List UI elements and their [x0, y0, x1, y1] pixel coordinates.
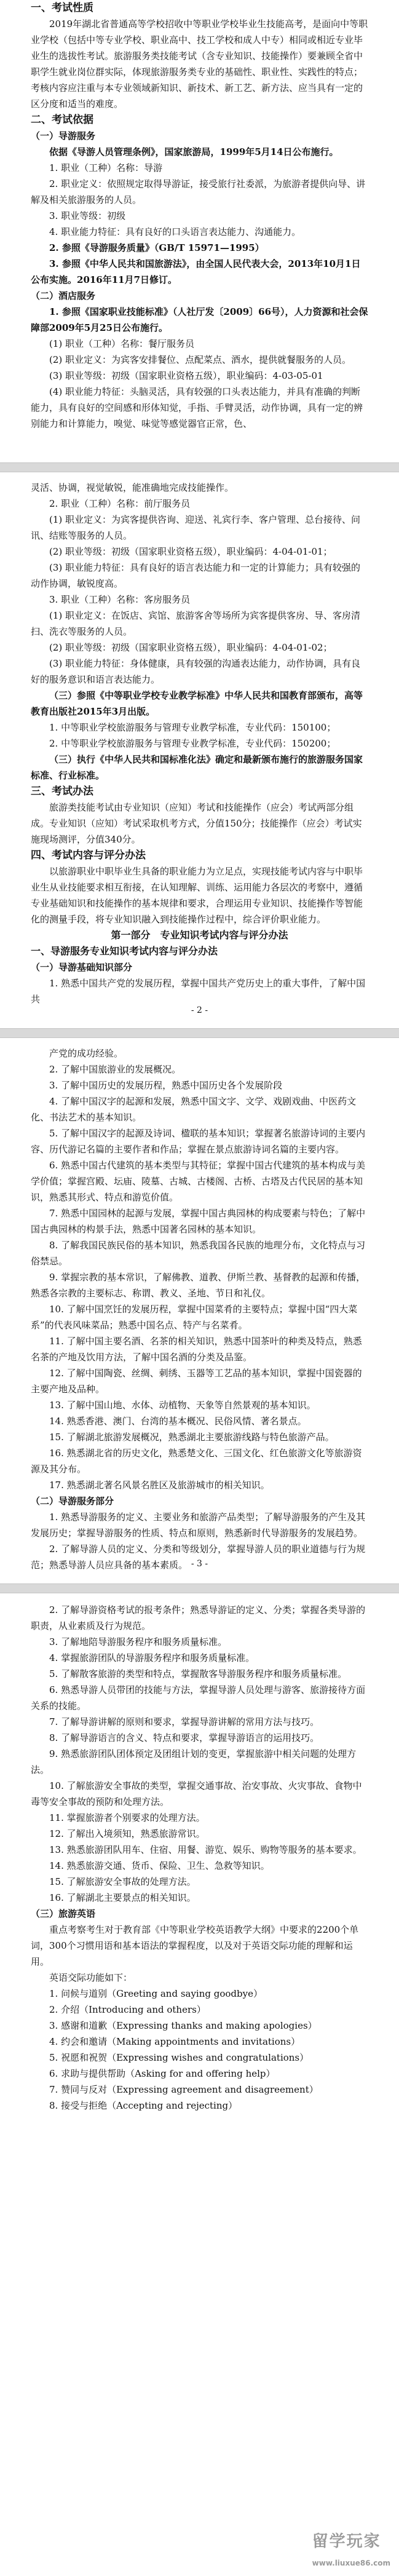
- page-separator: [0, 1028, 399, 1038]
- list-item: 16. 熟悉湖北省的历史文化，熟悉楚文化、三国文化、红色旅游文化等旅游资源及其分布。: [31, 1448, 362, 1475]
- paragraph: 1. 参照《国家职业技能标准》（人社厅发〔2009〕66号），人力资源和社会保障部2009年5月25日公布施行。: [31, 306, 368, 333]
- paragraph: 1. 中等职业学校旅游服务与管理专业教学标准，专业代码：150100；: [49, 722, 336, 733]
- subsection-title: （三）参照《中等职业学校专业教学标准》中华人民共和国教育部颁布，高等教育出版社2015年3月出版。: [31, 690, 363, 717]
- list-item: 7. 熟悉中国园林的起源与发展，掌握中国古典园林的构成要素与特色；了解中国古典园林的构景手法，熟悉中国著名园林的基本知识。: [31, 1208, 366, 1235]
- list-item: 13. 了解中国山地、水体、动植物、天象等自然景观的基本知识。: [49, 1400, 316, 1411]
- subsection-title: （一）导游服务: [31, 130, 96, 141]
- list-item: 1. 问候与道别（Greeting and saying goodbye）: [49, 1988, 263, 1999]
- document-page-1: [0, 0, 399, 432]
- paragraph: 2. 中等职业学校旅游服务与管理专业教学标准，专业代码：150200；: [49, 738, 336, 749]
- subsection-title: （二）酒店服务: [31, 290, 96, 301]
- list-item: 17. 熟悉湖北著名风景名胜区及旅游城市的相关知识。: [49, 1480, 270, 1491]
- document-page-2: [0, 480, 399, 1007]
- list-item: 8. 了解导游语言的含义、特点和要求，掌握导游语言的运用技巧。: [49, 1732, 320, 1743]
- list-item: 3. 了解中国历史的发展历程，熟悉中国历史各个发展阶段: [49, 1080, 283, 1091]
- list-item: 4. 了解中国汉字的起源和发展，熟悉中国文字、文学、戏剧戏曲、中医药文化、书法艺术的基本知识。: [31, 1096, 357, 1123]
- content-list: [31, 1986, 368, 2114]
- paragraph: (2) 职业定义：为宾客安排餐位、点配菜点、酒水，提供就餐服务的人员。: [49, 354, 352, 365]
- section-title-exam-method: 三、考试办法: [31, 785, 93, 798]
- subsection-title: （三）执行《中华人民共和国标准化法》确定和最新颁布施行的旅游服务国家标准、行业标准。: [31, 754, 363, 781]
- paragraph: 旅游类技能考试由专业知识（应知）考试和技能操作（应会）考试两部分组成。专业知识（应知）考试采取机考方式，分值150分；技能操作（应会）考试实施现场测评，分值340分。: [31, 802, 362, 845]
- document-page-3: [0, 1045, 399, 1573]
- paragraph: 2. 职业（工种）名称：前厅服务员: [49, 498, 191, 509]
- paragraph: 以旅游职业中职毕业生具备的职业能力为立足点，实现技能考试内容与中职毕业生从业技能要求相互衔接，在认知理解、训练、运用能力各层次的考察中，遵循专业基础知识和技能操作的基本规律和要求，合理运用专业知识、技能操作等智能化的测量手段，将专业知识融入到技能操作过程中，综合评价职业能力。: [31, 866, 363, 925]
- paragraph: 英语交际功能如下：: [49, 1972, 133, 1983]
- paragraph: (3) 职业等级：初级（国家职业资格五级），职业编码：4-03-05-01: [49, 370, 323, 381]
- paragraph: (1) 职业定义：为宾客提供咨询、迎送、礼宾行李、客户管理、总台接待、问讯、结账等服务的人员。: [31, 514, 361, 541]
- list-item: 5. 了解散客旅游的类型和特点，掌握散客导游服务程序和服务质量标准。: [49, 1668, 347, 1679]
- paragraph: (1) 职业（工种）名称：餐厅服务员: [49, 338, 195, 349]
- content-list: [31, 1045, 368, 1493]
- section-title-exam-basis: 二、考试依据: [31, 114, 93, 126]
- part-title: 第一部分 专业知识考试内容与评分办法: [111, 929, 288, 941]
- list-item: 15. 了解湖北旅游发展概况，熟悉湖北主要旅游线路与特色旅游产品。: [49, 1432, 334, 1443]
- paragraph: 3. 职业（工种）名称：客房服务员: [49, 594, 191, 605]
- list-item: 14. 熟悉香港、澳门、台湾的基本概况、民俗风情、著名景点。: [49, 1416, 307, 1427]
- list-item: 8. 了解我国民族民俗的基本知识，熟悉我国各民族的地理分布，文化特点与习俗禁忌。: [31, 1240, 366, 1267]
- page-number: - 2 -: [191, 1005, 208, 1015]
- list-item: 3. 感谢和道歉（Expressing thanks and making apologies）: [49, 2020, 317, 2031]
- paragraph: 4. 职业能力特征：具有良好的口头语言表达能力、沟通能力。: [49, 226, 301, 237]
- list-item: 6. 求助与提供帮助（Asking for and offering help）: [49, 2068, 275, 2079]
- page-separator: [0, 462, 399, 472]
- section-title-guide-knowledge: 一、导游服务专业知识考试内容与评分办法: [31, 945, 218, 957]
- list-item: 11. 了解中国主要名酒、名茶的相关知识，熟悉中国茶叶的种类及特点，熟悉名茶的产地及饮用方法，了解中国名酒的分类及品鉴。: [31, 1336, 362, 1363]
- list-item: 8. 接受与拒绝（Accepting and rejecting）: [49, 2100, 238, 2111]
- list-item: 2. 了解导游人员的定义、分类和等级划分，掌握导游人员的职业道德与行为规范；熟悉导游人员应具备的基本素质。: [31, 1544, 366, 1571]
- document-page-4: [0, 1602, 399, 2114]
- list-item: 15. 了解旅游安全事故的处理方法。: [49, 1876, 196, 1887]
- paragraph: (4) 职业能力特征：头脑灵活，具有较强的口头表达能力，并具有准确的判断能力，具有良好的空间感和形体知觉，手指、手臂灵活，动作协调，具有一定的辨别能力和计算能力，嗅觉、味觉等感觉器官正常，色、: [31, 386, 363, 429]
- list-item: 5. 祝愿和祝贺（Expressing wishes and congratulations）: [49, 2052, 309, 2063]
- subsection-title: （三）旅游英语: [31, 1908, 96, 1919]
- list-item: 13. 熟悉旅游团队用车、住宿、用餐、游览、娱乐、购物等服务的基本要求。: [49, 1844, 362, 1855]
- paragraph: 依据《导游人员管理条例》，国家旅游局，1999年5月14日公布施行。: [49, 146, 339, 157]
- section-title-content-scoring: 四、考试内容与评分办法: [31, 849, 146, 862]
- paragraph: (2) 职业等级：初级（国家职业资格五级），职业编码：4-04-01-02；: [49, 642, 333, 653]
- list-item: 3. 了解地陪导游服务程序和服务质量标准。: [49, 1636, 227, 1647]
- list-item: 7. 赞同与反对（Expressing agreement and disagreement）: [49, 2084, 318, 2095]
- page-number: - 3 -: [191, 1559, 208, 1569]
- list-item: 16. 了解湖北主要景点的相关知识。: [49, 1892, 196, 1903]
- paragraph: (3) 职业能力特征：具有良好的语言表达能力和一定的计算能力；具有较强的动作协调，敏锐度高。: [31, 562, 361, 589]
- list-item: 1. 熟悉导游服务的定义、主要业务和旅游产品类型；了解导游服务的产生及其发展历史；掌握导游服务的性质、特点和原则，熟悉新时代导游服务的发展趋势。: [31, 1512, 366, 1539]
- list-item: 9. 熟悉旅游团队团体预定及团组计划的变更，掌握旅游中相关问题的处理方法。: [31, 1748, 357, 1775]
- list-item: 6. 熟悉中国古代建筑的基本类型与其特征；掌握中国古代建筑的基本构成与美学价值；掌握宫殿、坛庙、陵墓、古城、古楼阁、古桥、古塔及古代民居的基本知识，熟悉其形式、特点和游览价值。: [31, 1160, 366, 1203]
- list-item: 9. 掌握宗教的基本常识，了解佛教、道教、伊斯兰教、基督教的起源和传播，熟悉各宗教的主要标志、称谓、教义、圣地、节日和礼仪。: [31, 1272, 366, 1299]
- subsection-title: （二）导游服务部分: [31, 1496, 114, 1507]
- list-item: 14. 熟悉旅游交通、货币、保险、卫生、急救等知识。: [49, 1860, 270, 1871]
- section-title-exam-nature: 一、考试性质: [31, 2, 93, 14]
- paragraph: 2019年湖北省普通高等学校招收中等职业学校毕业生技能高考，是面向中等职业学校（包括中等专业学校、职业高中、技工学校和成人中专）相同或相近专业毕业生的选拔性考试。旅游服务类技能考试（含专业知识、技能操作）要兼顾全省中职学生就业岗位群实际，体现旅游服务类专业的基础性、职业性、实践性的特点；考核内容应注重与本专业领域新知识、新技术、新工艺、新方法、应当具有一定的区分度和适当的难度。: [31, 18, 368, 109]
- content-list: [31, 1602, 368, 1906]
- list-item: 2. 了解导游资格考试的报考条件；熟悉导游证的定义、分类；掌握各类导游的职责，从业素质及行为规范。: [31, 1604, 366, 1631]
- list-item: 10. 了解中国烹饪的发展历程，掌握中国菜肴的主要特点；掌握中国“四大菜系”的代表风味菜品；熟悉中国名点、特产与名菜肴。: [31, 1304, 358, 1331]
- paragraph: 2. 职业定义：依照规定取得导游证，接受旅行社委派，为旅游者提供向导、讲解及相关旅游服务的人员。: [31, 178, 366, 205]
- list-item: 4. 约会和邀请（Making appointments and invitations）: [49, 2036, 301, 2047]
- page-separator: [0, 1583, 399, 1593]
- list-item: 12. 了解出入境须知，熟悉旅游常识。: [49, 1828, 205, 1839]
- paragraph: (1) 职业定义：在饭店、宾馆、旅游客舍等场所为宾客提供客房、导、客房清扫、洗衣等服务的人员。: [31, 610, 361, 637]
- paragraph: 1. 熟悉中国共产党的发展历程，掌握中国共产党历史上的重大事件，了解中国共: [31, 978, 366, 1005]
- paragraph: 3. 参照《中华人民共和国旅游法》，由全国人民代表大会，2013年10月1日公布实施。2016年11月7日修订。: [31, 258, 361, 285]
- list-item: 产党的成功经验。: [49, 1048, 124, 1059]
- paragraph: 重点考察考生对于教育部《中等职业学校英语教学大纲》中要求的2200个单词，300个习惯用语和基本语法的掌握程度，以及对于英语交际功能的理解和运用。: [31, 1924, 359, 1967]
- paragraph: 1. 职业（工种）名称：导游: [49, 162, 163, 173]
- list-item: 6. 熟悉导游人员带团的技能与方法，掌握导游人员处理与游客、旅游接待方面关系的技能。: [31, 1684, 366, 1711]
- paragraph: (2) 职业等级：初级（国家职业资格五级），职业编码：4-04-01-01；: [49, 546, 333, 557]
- list-item: 11. 掌握旅游者个别要求的处理方法。: [49, 1812, 205, 1823]
- paragraph: 3. 职业等级：初级: [49, 210, 126, 221]
- list-item: 2. 介绍（Introducing and others）: [49, 2004, 206, 2015]
- subsection-title: （一）导游基础知识部分: [31, 962, 133, 973]
- list-item: 12. 了解中国陶瓷、丝绸、刺绣、玉器等工艺品的基本知识，掌握中国瓷器的主要产地及品种。: [31, 1368, 362, 1395]
- list-item: 4. 掌握旅游团队的导游服务程序和服务质量标准。: [49, 1652, 255, 1663]
- list-item: 2. 了解中国旅游业的发展概况。: [49, 1064, 181, 1075]
- paragraph: 2. 参照《导游服务质量》（GB/T 15971—1995）: [49, 242, 264, 253]
- list-item: 5. 了解中国汉字的起源及诗词、楹联的基本知识；掌握著名旅游诗词的主要内容、历代游记名篇的主要作者和作品；掌握在景点旅游诗词名篇的主要内容。: [31, 1128, 366, 1155]
- list-item: 10. 了解旅游安全事故的类型，掌握交通事故、治安事故、火灾事故、食物中毒等安全事故的预防和处理方法。: [31, 1780, 362, 1807]
- watermark-logo: 留学玩家 www.liuxue86.com: [312, 2532, 390, 2567]
- paragraph: (3) 职业能力特征：身体健康，具有较强的沟通表达能力，动作协调，具有良好的服务意识和语言表达能力。: [31, 658, 361, 685]
- list-item: 7. 了解导游讲解的原则和要求，掌握导游讲解的常用方法与技巧。: [49, 1716, 320, 1727]
- paragraph: 灵活、协调，视觉敏锐，能准确地完成技能操作。: [31, 482, 234, 493]
